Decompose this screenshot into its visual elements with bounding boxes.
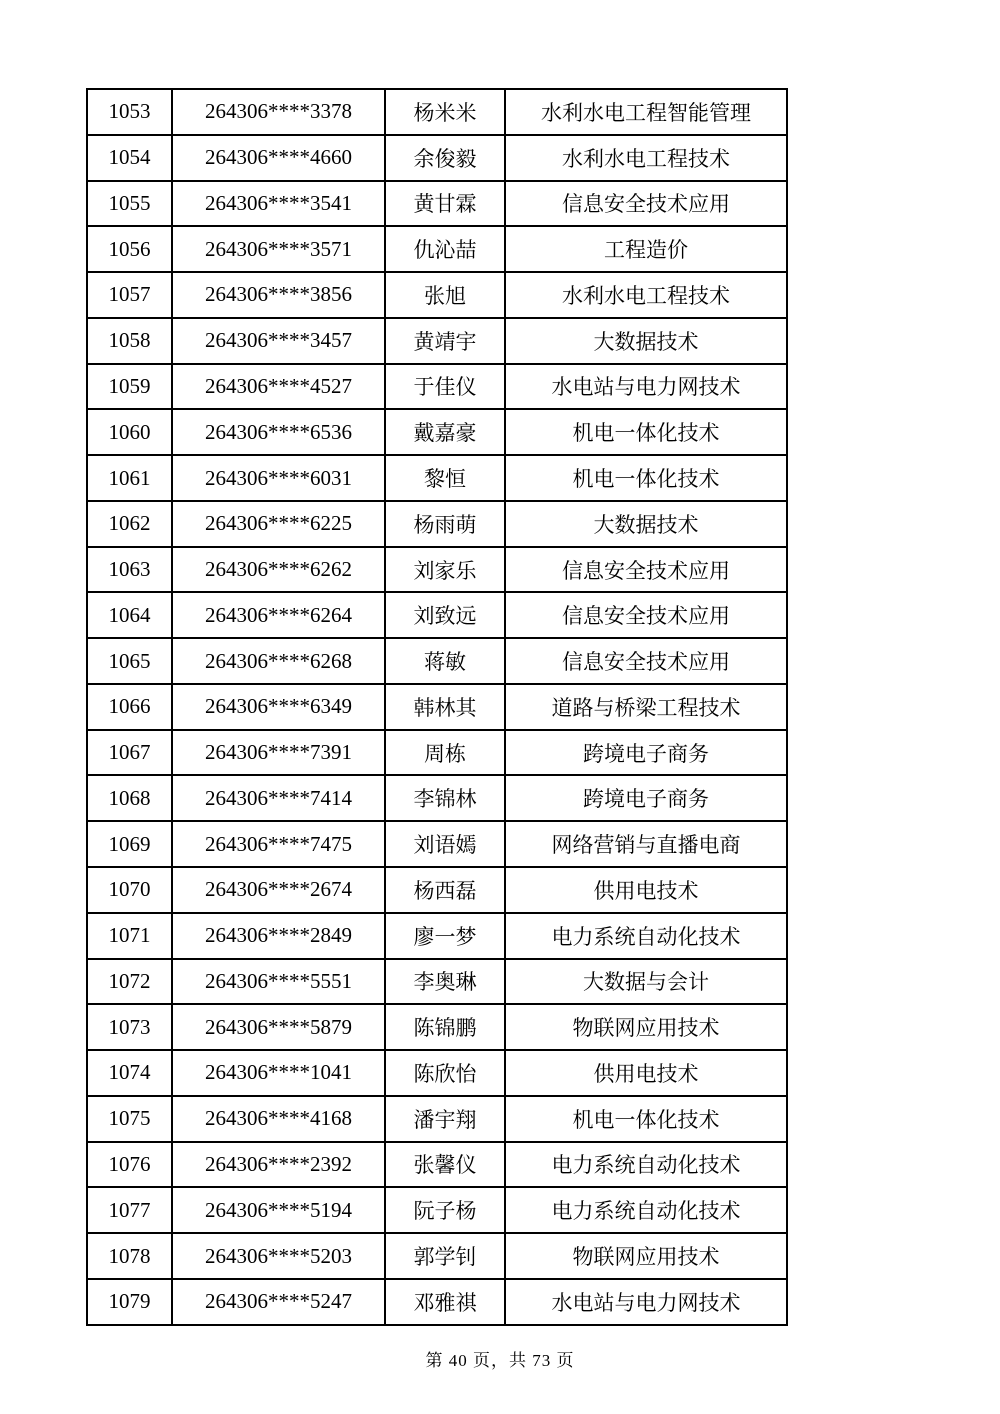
table-row	[87, 1142, 787, 1188]
id-cell: 264306****6349	[172, 684, 385, 730]
seq-cell: 1077	[87, 1187, 172, 1233]
seq-cell: 1062	[87, 501, 172, 547]
table-row	[87, 730, 787, 776]
table-row	[87, 1187, 787, 1233]
id-cell: 264306****7475	[172, 821, 385, 867]
table-row	[87, 592, 787, 638]
table-row	[87, 409, 787, 455]
table-row	[87, 455, 787, 501]
table-row	[87, 1096, 787, 1142]
major-cell: 水利水电工程技术	[505, 135, 787, 181]
seq-cell: 1055	[87, 181, 172, 227]
id-cell: 264306****2849	[172, 913, 385, 959]
major-cell: 水电站与电力网技术	[505, 1279, 787, 1325]
seq-cell: 1065	[87, 638, 172, 684]
name-cell: 杨西磊	[385, 867, 505, 913]
id-cell: 264306****6262	[172, 547, 385, 593]
name-cell: 李奥琳	[385, 959, 505, 1005]
name-cell: 潘宇翔	[385, 1096, 505, 1142]
name-cell: 刘家乐	[385, 547, 505, 593]
name-cell: 邓雅祺	[385, 1279, 505, 1325]
name-cell: 郭学钊	[385, 1233, 505, 1279]
table-row	[87, 821, 787, 867]
major-cell: 信息安全技术应用	[505, 547, 787, 593]
table-row	[87, 638, 787, 684]
major-cell: 物联网应用技术	[505, 1233, 787, 1279]
page-indicator: 第 40 页，共 73 页	[425, 1351, 575, 1370]
name-cell: 黄靖宇	[385, 318, 505, 364]
id-cell: 264306****7414	[172, 775, 385, 821]
id-cell: 264306****3378	[172, 89, 385, 135]
name-cell: 张馨仪	[385, 1142, 505, 1188]
table-row	[87, 867, 787, 913]
name-cell: 黎恒	[385, 455, 505, 501]
table-row	[87, 272, 787, 318]
id-cell: 264306****4527	[172, 364, 385, 410]
seq-cell: 1064	[87, 592, 172, 638]
major-cell: 道路与桥梁工程技术	[505, 684, 787, 730]
seq-cell: 1070	[87, 867, 172, 913]
name-cell: 韩林其	[385, 684, 505, 730]
table-row	[87, 501, 787, 547]
seq-cell: 1076	[87, 1142, 172, 1188]
id-cell: 264306****2392	[172, 1142, 385, 1188]
major-cell: 工程造价	[505, 226, 787, 272]
name-cell: 刘语嫣	[385, 821, 505, 867]
table-row	[87, 1279, 787, 1325]
name-cell: 陈欣怡	[385, 1050, 505, 1096]
major-cell: 机电一体化技术	[505, 409, 787, 455]
id-cell: 264306****3457	[172, 318, 385, 364]
seq-cell: 1074	[87, 1050, 172, 1096]
name-cell: 杨雨萌	[385, 501, 505, 547]
id-cell: 264306****6031	[172, 455, 385, 501]
major-cell: 跨境电子商务	[505, 775, 787, 821]
seq-cell: 1061	[87, 455, 172, 501]
table-row	[87, 1050, 787, 1096]
major-cell: 大数据技术	[505, 318, 787, 364]
id-cell: 264306****5194	[172, 1187, 385, 1233]
major-cell: 电力系统自动化技术	[505, 913, 787, 959]
name-cell: 廖一梦	[385, 913, 505, 959]
id-cell: 264306****3856	[172, 272, 385, 318]
table-row	[87, 1004, 787, 1050]
seq-cell: 1079	[87, 1279, 172, 1325]
name-cell: 刘致远	[385, 592, 505, 638]
name-cell: 杨米米	[385, 89, 505, 135]
name-cell: 李锦林	[385, 775, 505, 821]
table-row	[87, 775, 787, 821]
id-cell: 264306****4168	[172, 1096, 385, 1142]
name-cell: 戴嘉豪	[385, 409, 505, 455]
major-cell: 大数据技术	[505, 501, 787, 547]
name-cell: 黄甘霖	[385, 181, 505, 227]
id-cell: 264306****6268	[172, 638, 385, 684]
major-cell: 电力系统自动化技术	[505, 1142, 787, 1188]
id-cell: 264306****7391	[172, 730, 385, 776]
id-cell: 264306****3571	[172, 226, 385, 272]
seq-cell: 1053	[87, 89, 172, 135]
seq-cell: 1072	[87, 959, 172, 1005]
table-row	[87, 364, 787, 410]
name-cell: 仇沁喆	[385, 226, 505, 272]
table-row	[87, 181, 787, 227]
name-cell: 周栋	[385, 730, 505, 776]
id-cell: 264306****5247	[172, 1279, 385, 1325]
major-cell: 大数据与会计	[505, 959, 787, 1005]
seq-cell: 1056	[87, 226, 172, 272]
table-row	[87, 226, 787, 272]
id-cell: 264306****5551	[172, 959, 385, 1005]
name-cell: 蒋敏	[385, 638, 505, 684]
seq-cell: 1063	[87, 547, 172, 593]
roster-table	[86, 88, 788, 1326]
id-cell: 264306****6264	[172, 592, 385, 638]
major-cell: 跨境电子商务	[505, 730, 787, 776]
id-cell: 264306****5879	[172, 1004, 385, 1050]
major-cell: 供用电技术	[505, 867, 787, 913]
seq-cell: 1066	[87, 684, 172, 730]
seq-cell: 1068	[87, 775, 172, 821]
id-cell: 264306****3541	[172, 181, 385, 227]
name-cell: 余俊毅	[385, 135, 505, 181]
seq-cell: 1071	[87, 913, 172, 959]
table-row	[87, 547, 787, 593]
seq-cell: 1059	[87, 364, 172, 410]
seq-cell: 1075	[87, 1096, 172, 1142]
major-cell: 物联网应用技术	[505, 1004, 787, 1050]
major-cell: 水利水电工程技术	[505, 272, 787, 318]
id-cell: 264306****2674	[172, 867, 385, 913]
major-cell: 网络营销与直播电商	[505, 821, 787, 867]
major-cell: 电力系统自动化技术	[505, 1187, 787, 1233]
table-row	[87, 135, 787, 181]
major-cell: 信息安全技术应用	[505, 592, 787, 638]
major-cell: 信息安全技术应用	[505, 181, 787, 227]
id-cell: 264306****6225	[172, 501, 385, 547]
seq-cell: 1054	[87, 135, 172, 181]
table-row	[87, 684, 787, 730]
table-row	[87, 318, 787, 364]
seq-cell: 1067	[87, 730, 172, 776]
id-cell: 264306****6536	[172, 409, 385, 455]
roster-table-body	[87, 89, 787, 1325]
major-cell: 水利水电工程智能管理	[505, 89, 787, 135]
major-cell: 供用电技术	[505, 1050, 787, 1096]
name-cell: 张旭	[385, 272, 505, 318]
seq-cell: 1069	[87, 821, 172, 867]
major-cell: 机电一体化技术	[505, 1096, 787, 1142]
table-row	[87, 959, 787, 1005]
name-cell: 陈锦鹏	[385, 1004, 505, 1050]
major-cell: 水电站与电力网技术	[505, 364, 787, 410]
seq-cell: 1078	[87, 1233, 172, 1279]
id-cell: 264306****5203	[172, 1233, 385, 1279]
seq-cell: 1058	[87, 318, 172, 364]
name-cell: 于佳仪	[385, 364, 505, 410]
id-cell: 264306****1041	[172, 1050, 385, 1096]
table-row	[87, 913, 787, 959]
table-row	[87, 89, 787, 135]
name-cell: 阮子杨	[385, 1187, 505, 1233]
major-cell: 信息安全技术应用	[505, 638, 787, 684]
seq-cell: 1057	[87, 272, 172, 318]
seq-cell: 1073	[87, 1004, 172, 1050]
table-row	[87, 1233, 787, 1279]
id-cell: 264306****4660	[172, 135, 385, 181]
seq-cell: 1060	[87, 409, 172, 455]
major-cell: 机电一体化技术	[505, 455, 787, 501]
